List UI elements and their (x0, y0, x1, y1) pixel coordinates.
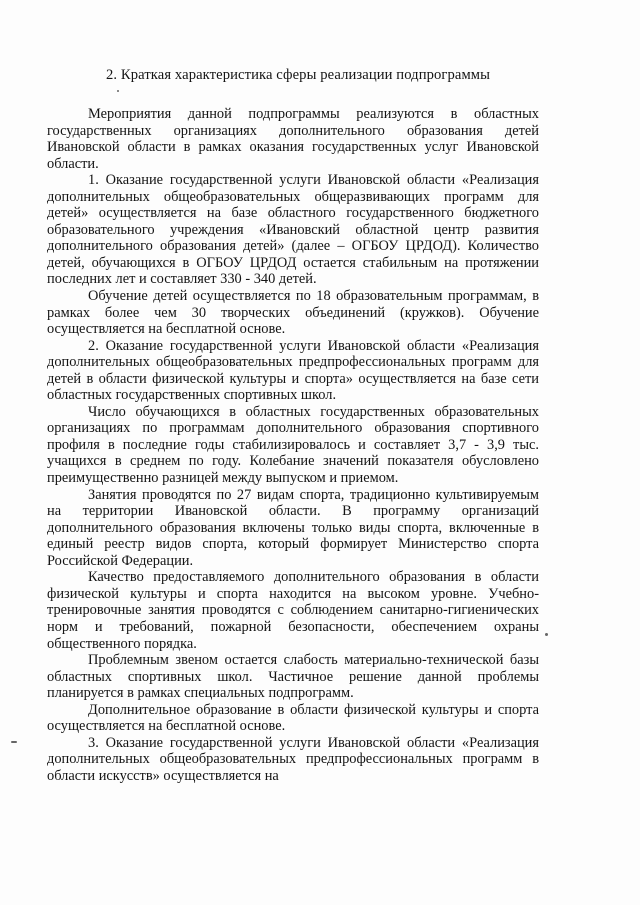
paragraph-sports-types: Занятия проводятся по 27 видам спорта, традиционно культивируемым на территории Ивановской области. В программу организаций дополнительного образования включены только виды спорта, включенные в единый реестр видов спорта, который формирует Министерство спорта Российской Федерации. (47, 486, 539, 569)
scan-speck (117, 90, 119, 92)
paragraph-quality: Качество предоставляемого дополнительного образования в области физической культуры и спорта находится на высоком уровне. Учебно-тренировочные занятия проводятся с соблюдением санитарно-гигиенических норм и требований, пожарной безопасности, обеспечением охраны общественного порядка. (47, 569, 539, 652)
paragraph-service-2: 2. Оказание государственной услуги Ивановской области «Реализация дополнительных общеобразовательных предпрофессиональных программ для детей в области физической культуры и спорта» осуществляется на базе сети областных государственных спортивных школ. (47, 337, 539, 404)
paragraph-students-count: Число обучающихся в областных государственных образовательных организациях по программам дополнительного образования спортивного профиля в последние годы стабилизировалось и составляет 3,7 - 3,9 тыс. учащихся в среднем по году. Колебание значений показателя обусловлено преимущественно разницей между выпуском и приемом. (47, 403, 539, 487)
paragraph-service-3: 3. Оказание государственной услуги Ивановской области «Реализация дополнительных общеобразовательных предпрофессиональных программ в области искусств» осуществляется на (47, 734, 539, 784)
paragraph-programs-count: Обучение детей осуществляется по 18 образовательным программам, в рамках более чем 30 творческих объединений (кружков). Обучение осуществляется на бесплатной основе. (47, 288, 539, 338)
scan-speck (11, 741, 17, 743)
section-heading: 2. Краткая характеристика сферы реализации подпрограммы (106, 67, 491, 83)
paragraph-free-education: Дополнительное образование в области физической культуры и спорта осуществляется на бесплатной основе. (47, 701, 539, 735)
paragraph-service-1: 1. Оказание государственной услуги Ивановской области «Реализация дополнительных общеобразовательных общеразвивающих программ для детей» осуществляется на базе областного государственного бюджетного образовательного учреждения «Ивановский областной центр развития дополнительного образования детей» (далее – ОГБОУ ЦРДОД). Количество детей, обучающихся в ОГБОУ ЦРДОД остается стабильным на протяжении последних лет и составляет 330 - 340 детей. (47, 172, 539, 288)
document-body (47, 106, 539, 784)
paragraph-problems: Проблемным звеном остается слабость материально-технической базы областных спортивных школ. Частичное решение данной проблемы планируется в рамках специальных подпрограмм. (47, 652, 539, 702)
paragraph-intro: Мероприятия данной подпрограммы реализуются в областных государственных организациях дополнительного образования детей Ивановской области в рамках оказания государственных услуг Ивановской области. (47, 106, 539, 172)
scan-speck (545, 633, 548, 636)
